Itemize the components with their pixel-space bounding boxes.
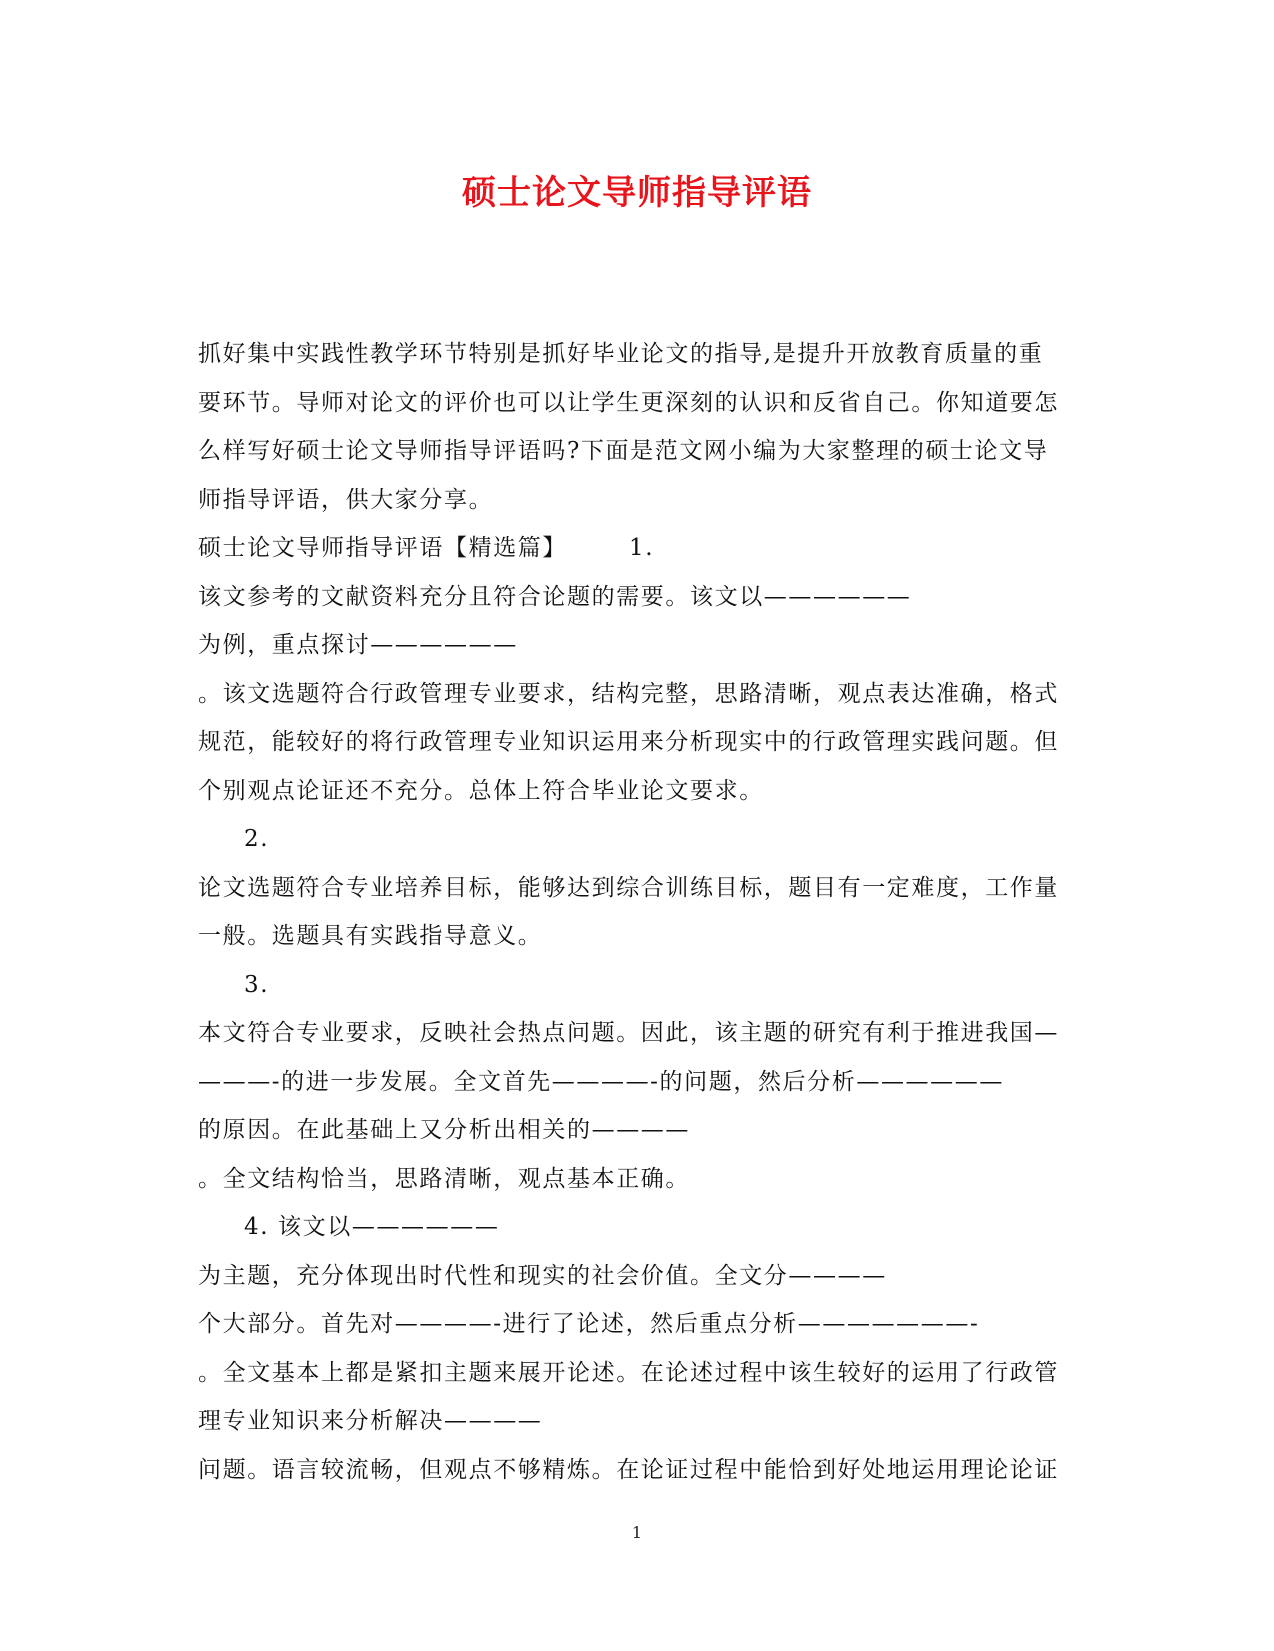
comment-line: 的原因。在此基础上又分析出相关的———— [198,1117,690,1143]
comment-line: 该文参考的文献资料充分且符合论题的需要。该文以—————— [198,583,912,610]
comment-line: 。全文基本上都是紧扣主题来展开论述。在论述过程中该生较好的运用了行政管 [198,1359,1059,1386]
comment-item-3 [198,1009,1078,1203]
item-number-1: 1. [629,535,655,561]
document-body [198,330,1078,1494]
item-number-2: 2. [244,826,270,852]
comment-line: 。该文选题符合行政管理专业要求，结构完整，思路清晰，观点表达准确，格式 [198,680,1059,707]
intro-line: 要环节。导师对论文的评价也可以让学生更深刻的认识和反省自己。你知道要怎 [198,389,1059,416]
comment-line: 论文选题符合专业培养目标，能够达到综合训练目标，题目有一定难度，工作量 [198,874,1059,901]
section-heading: 硕士论文导师指导评语【精选篇】 [198,535,567,561]
comment-line: 问题。语言较流畅，但观点不够精炼。在论证过程中能恰到好处地运用理论论证 [198,1456,1059,1483]
page-number: 1 [631,1523,643,1542]
item-number-4: 4. 该文以—————— [244,1214,500,1240]
comment-line: 个别观点论证还不充分。总体上符合毕业论文要求。 [198,777,764,804]
comment-line: 理专业知识来分析解决———— [198,1408,543,1434]
comment-line: 本文符合专业要求，反映社会热点问题。因此，该主题的研究有利于推进我国— [198,1020,1059,1046]
comment-item-2 [198,864,1078,961]
comment-line: 规范，能较好的将行政管理专业知识运用来分析现实中的行政管理实践问题。但 [198,729,1059,755]
comment-line: 为主题，充分体现出时代性和现实的社会价值。全文分———— [198,1262,887,1289]
section-heading-line [198,524,1078,573]
comment-line: 为例，重点探讨—————— [198,632,518,658]
comment-line: 个大部分。首先对————-进行了论述，然后重点分析———————- [198,1311,980,1337]
comment-line: 。全文结构恰当，思路清晰，观点基本正确。 [198,1165,690,1192]
document-title: 硕士论文导师指导评语 [462,173,812,213]
intro-line: 么样写好硕士论文导师指导评语吗?下面是范文网小编为大家整理的硕士论文导 [198,438,1049,464]
comment-item-1 [198,573,1078,816]
intro-line: 抓好集中实践性教学环节特别是抓好毕业论文的指导,是提升开放教育质量的重 [198,341,1044,367]
intro-line: 师指导评语，供大家分享。 [198,486,494,513]
comment-item-4 [198,1252,1078,1495]
item-number-3: 3. [244,971,270,998]
comment-line: ———-的进一步发展。全文首先————-的问题，然后分析—————— [198,1068,1004,1095]
comment-line: 一般。选题具有实践指导意义。 [198,923,543,949]
intro-paragraph [198,330,1078,524]
